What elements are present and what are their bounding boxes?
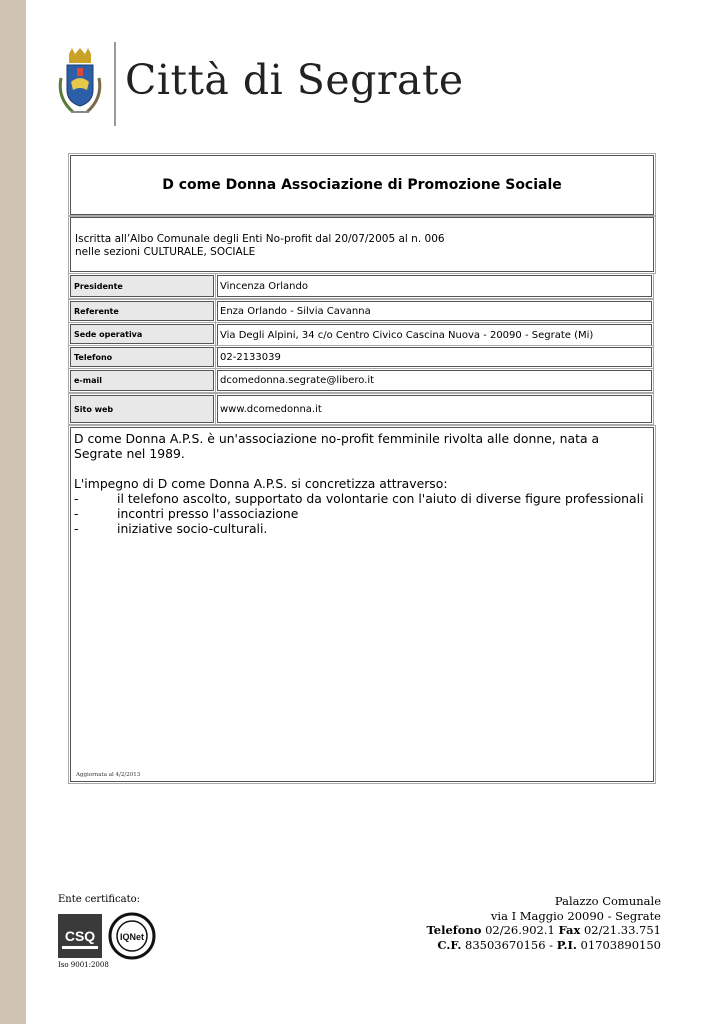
list-dash: - (74, 491, 79, 506)
footer-address (427, 894, 661, 952)
street-address: via I Maggio 20090 - Segrate (490, 908, 661, 923)
description-commitment: L'impegno di D come Donna A.P.S. si concretizza attraverso: (74, 476, 448, 491)
list-dash: - (74, 506, 79, 521)
description-intro: D come Donna A.P.S. è un'associazione no-profit femminile rivolta alle donne, nata a Segrate nel 1989. (74, 431, 600, 461)
list-item-text: il telefono ascolto, supportato da volontarie con l'aiuto di diverse figure professionali (117, 491, 644, 506)
updated-date: Aggiornata al 4/2/2013 (76, 772, 141, 778)
email-label: e-mail (70, 370, 214, 391)
palazzo-name: Palazzo Comunale (554, 894, 661, 908)
sito-value[interactable]: www.dcomedonna.it (217, 395, 652, 423)
tax-codes-line: C.F. 83503670156 - P.I. 01703890150 (437, 937, 661, 952)
iqnet-logo (108, 912, 156, 960)
iqnet-logo-text: IQNet (119, 932, 145, 942)
csq-logo (58, 914, 102, 958)
cf-value: 83503670156 (465, 937, 546, 952)
list-item (74, 506, 648, 521)
description-text (74, 431, 648, 536)
list-item-text: iniziative socio-culturali. (117, 521, 268, 536)
csq-logo-text: CSQ (64, 928, 96, 944)
telefono-label: Telefono (70, 347, 214, 367)
iso-label: Iso 9001:2008 (58, 961, 109, 969)
city-title: Città di Segrate (125, 56, 464, 104)
list-item-text: incontri presso l'associazione (117, 506, 299, 521)
presidente-value: Vincenza Orlando (217, 275, 652, 297)
referente-value: Enza Orlando - Silvia Cavanna (217, 301, 652, 321)
tel-value: 02/26.902.1 (485, 923, 555, 938)
registration-line-1: Iscritta all’Albo Comunale degli Enti No-profit dal 20/07/2005 al n. 006 (75, 233, 445, 245)
list-item (74, 521, 648, 536)
pi-label: P.I. (556, 937, 577, 952)
sede-value: Via Degli Alpini, 34 c/o Centro Civico Cascina Nuova - 20090 - Segrate (Mi) (217, 324, 652, 346)
list-dash: - (74, 521, 79, 536)
cf-label: C.F. (437, 937, 462, 952)
association-name: D come Donna Associazione di Promozione Sociale (162, 177, 562, 193)
presidente-label: Presidente (70, 275, 214, 297)
header-divider (114, 42, 116, 126)
phone-fax-line (427, 923, 661, 938)
registration-line-2: nelle sezioni CULTURALE, SOCIALE (75, 246, 256, 258)
list-item (74, 491, 648, 506)
side-band (0, 0, 26, 1024)
tel-label: Telefono (426, 923, 482, 938)
sede-label: Sede operativa (70, 324, 214, 344)
registration-box (70, 217, 654, 272)
description-box (70, 427, 654, 782)
pi-value: 01703890150 (580, 937, 661, 952)
association-title-box (70, 155, 654, 215)
sito-label: Sito web (70, 395, 214, 423)
fax-label: Fax (558, 923, 581, 938)
email-value[interactable]: dcomedonna.segrate@libero.it (217, 370, 652, 391)
registration-text (75, 233, 445, 259)
fax-value: 02/21.33.751 (583, 923, 661, 938)
certification-label: Ente certificato: (58, 894, 141, 905)
city-crest-logo (55, 48, 105, 120)
referente-label: Referente (70, 301, 214, 321)
telefono-value: 02-2133039 (217, 347, 652, 367)
